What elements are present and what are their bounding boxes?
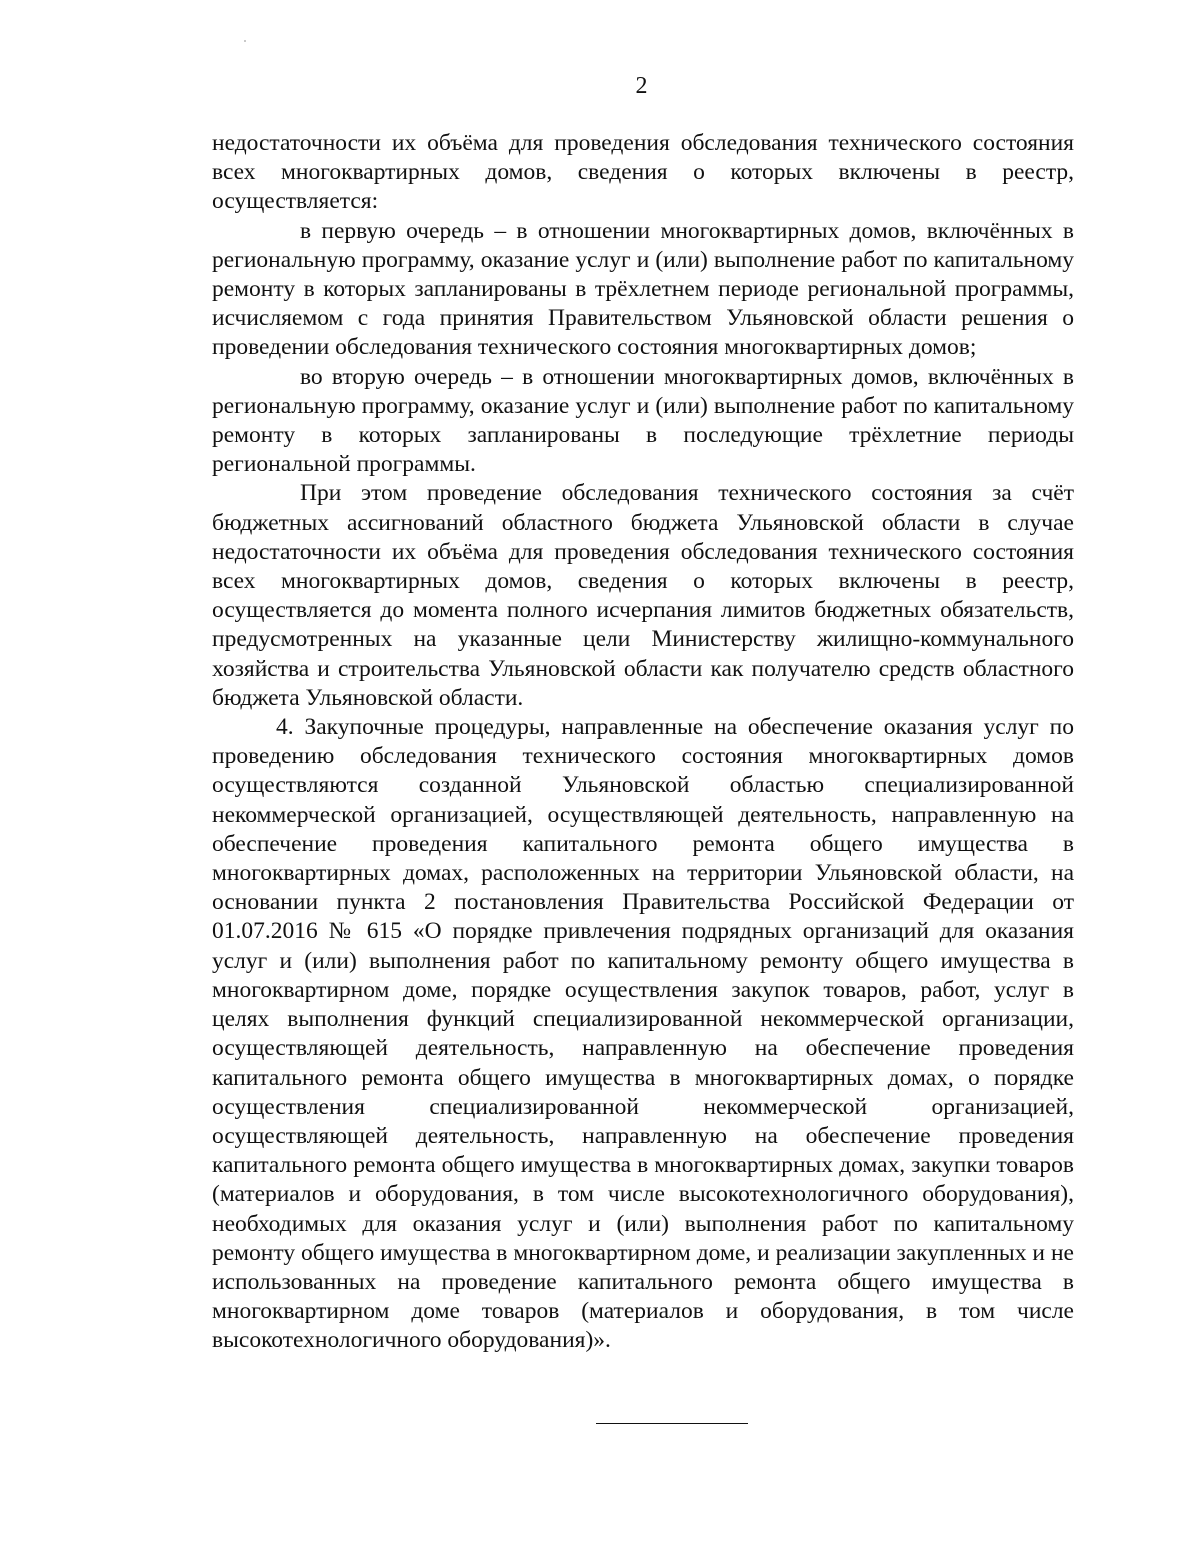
page-number: 2 xyxy=(635,73,648,99)
document-body xyxy=(212,129,1074,1356)
paragraph-item-4: 4. Закупочные процедуры, направленные на обеспечение оказания услуг по проведению обследования технического состояния многоквартирных домов осуществляются созданной Ульяновской областью специализированной некоммерческой организацией, осуществляющей деятельность, направленную на обеспечение проведения капитального ремонта общего имущества в многоквартирных домах, расположенных на территории Ульяновской области, на основании пункта 2 постановления Правительства Российской Федерации от 01.07.2016 № 615 «О порядке привлечения подрядных организаций для оказания услуг и (или) выполнения работ по капитальному ремонту общего имущества в многоквартирном доме, порядке осуществления закупок товаров, работ, услуг в целях выполнения функций специализированной некоммерческой организации, осуществляющей деятельность, направленную на обеспечение проведения капитального ремонта общего имущества в многоквартирных домах, о порядке осуществления специализированной некоммерческой организацией, осуществляющей деятельность, направленную на обеспечение проведения капитального ремонта общего имущества в многоквартирных домах, закупки товаров (материалов и оборудования, в том числе высокотехнологичного оборудования), необходимых для оказания услуг и (или) выполнения работ по капитальному ремонту общего имущества в многоквартирном доме, и реализации закупленных и не использованных на проведение капитального ремонта общего имущества в многоквартирном доме товаров (материалов и оборудования, в том числе высокотехнологичного оборудования)». xyxy=(212,714,1074,1354)
scan-artifact xyxy=(244,40,246,42)
paragraph-second-priority: во вторую очередь – в отношении многоквартирных домов, включённых в региональную программу, оказание услуг и (или) выполнение работ по капитальному ремонту в которых запланированы в последующие трёхлетние периоды региональной программы. xyxy=(212,363,1074,478)
paragraph-continuation: недостаточности их объёма для проведения обследования технического состояния всех многоквартирных домов, сведения о которых включены в реестр, осуществляется: xyxy=(212,130,1074,215)
paragraph-budget-limits: При этом проведение обследования технического состояния за счёт бюджетных ассигнований областного бюджета Ульяновской области в случае недостаточности их объёма для проведения обследования технического состояния всех многоквартирных домов, сведения о которых включены в реестр, осуществляется до момента полного исчерпания лимитов бюджетных обязательств, предусмотренных на указанные цели Министерству жилищно-коммунального хозяйства и строительства Ульяновской области как получателю средств областного бюджета Ульяновской области. xyxy=(212,480,1074,711)
paragraph-first-priority: в первую очередь – в отношении многоквартирных домов, включённых в региональную программу, оказание услуг и (или) выполнение работ по капитальному ремонту в которых запланированы в трёхлетнем периоде региональной программы, исчисляемом с года принятия Правительством Ульяновской области решения о проведении обследования технического состояния многоквартирных домов; xyxy=(212,217,1074,361)
end-of-document-rule xyxy=(596,1423,748,1424)
